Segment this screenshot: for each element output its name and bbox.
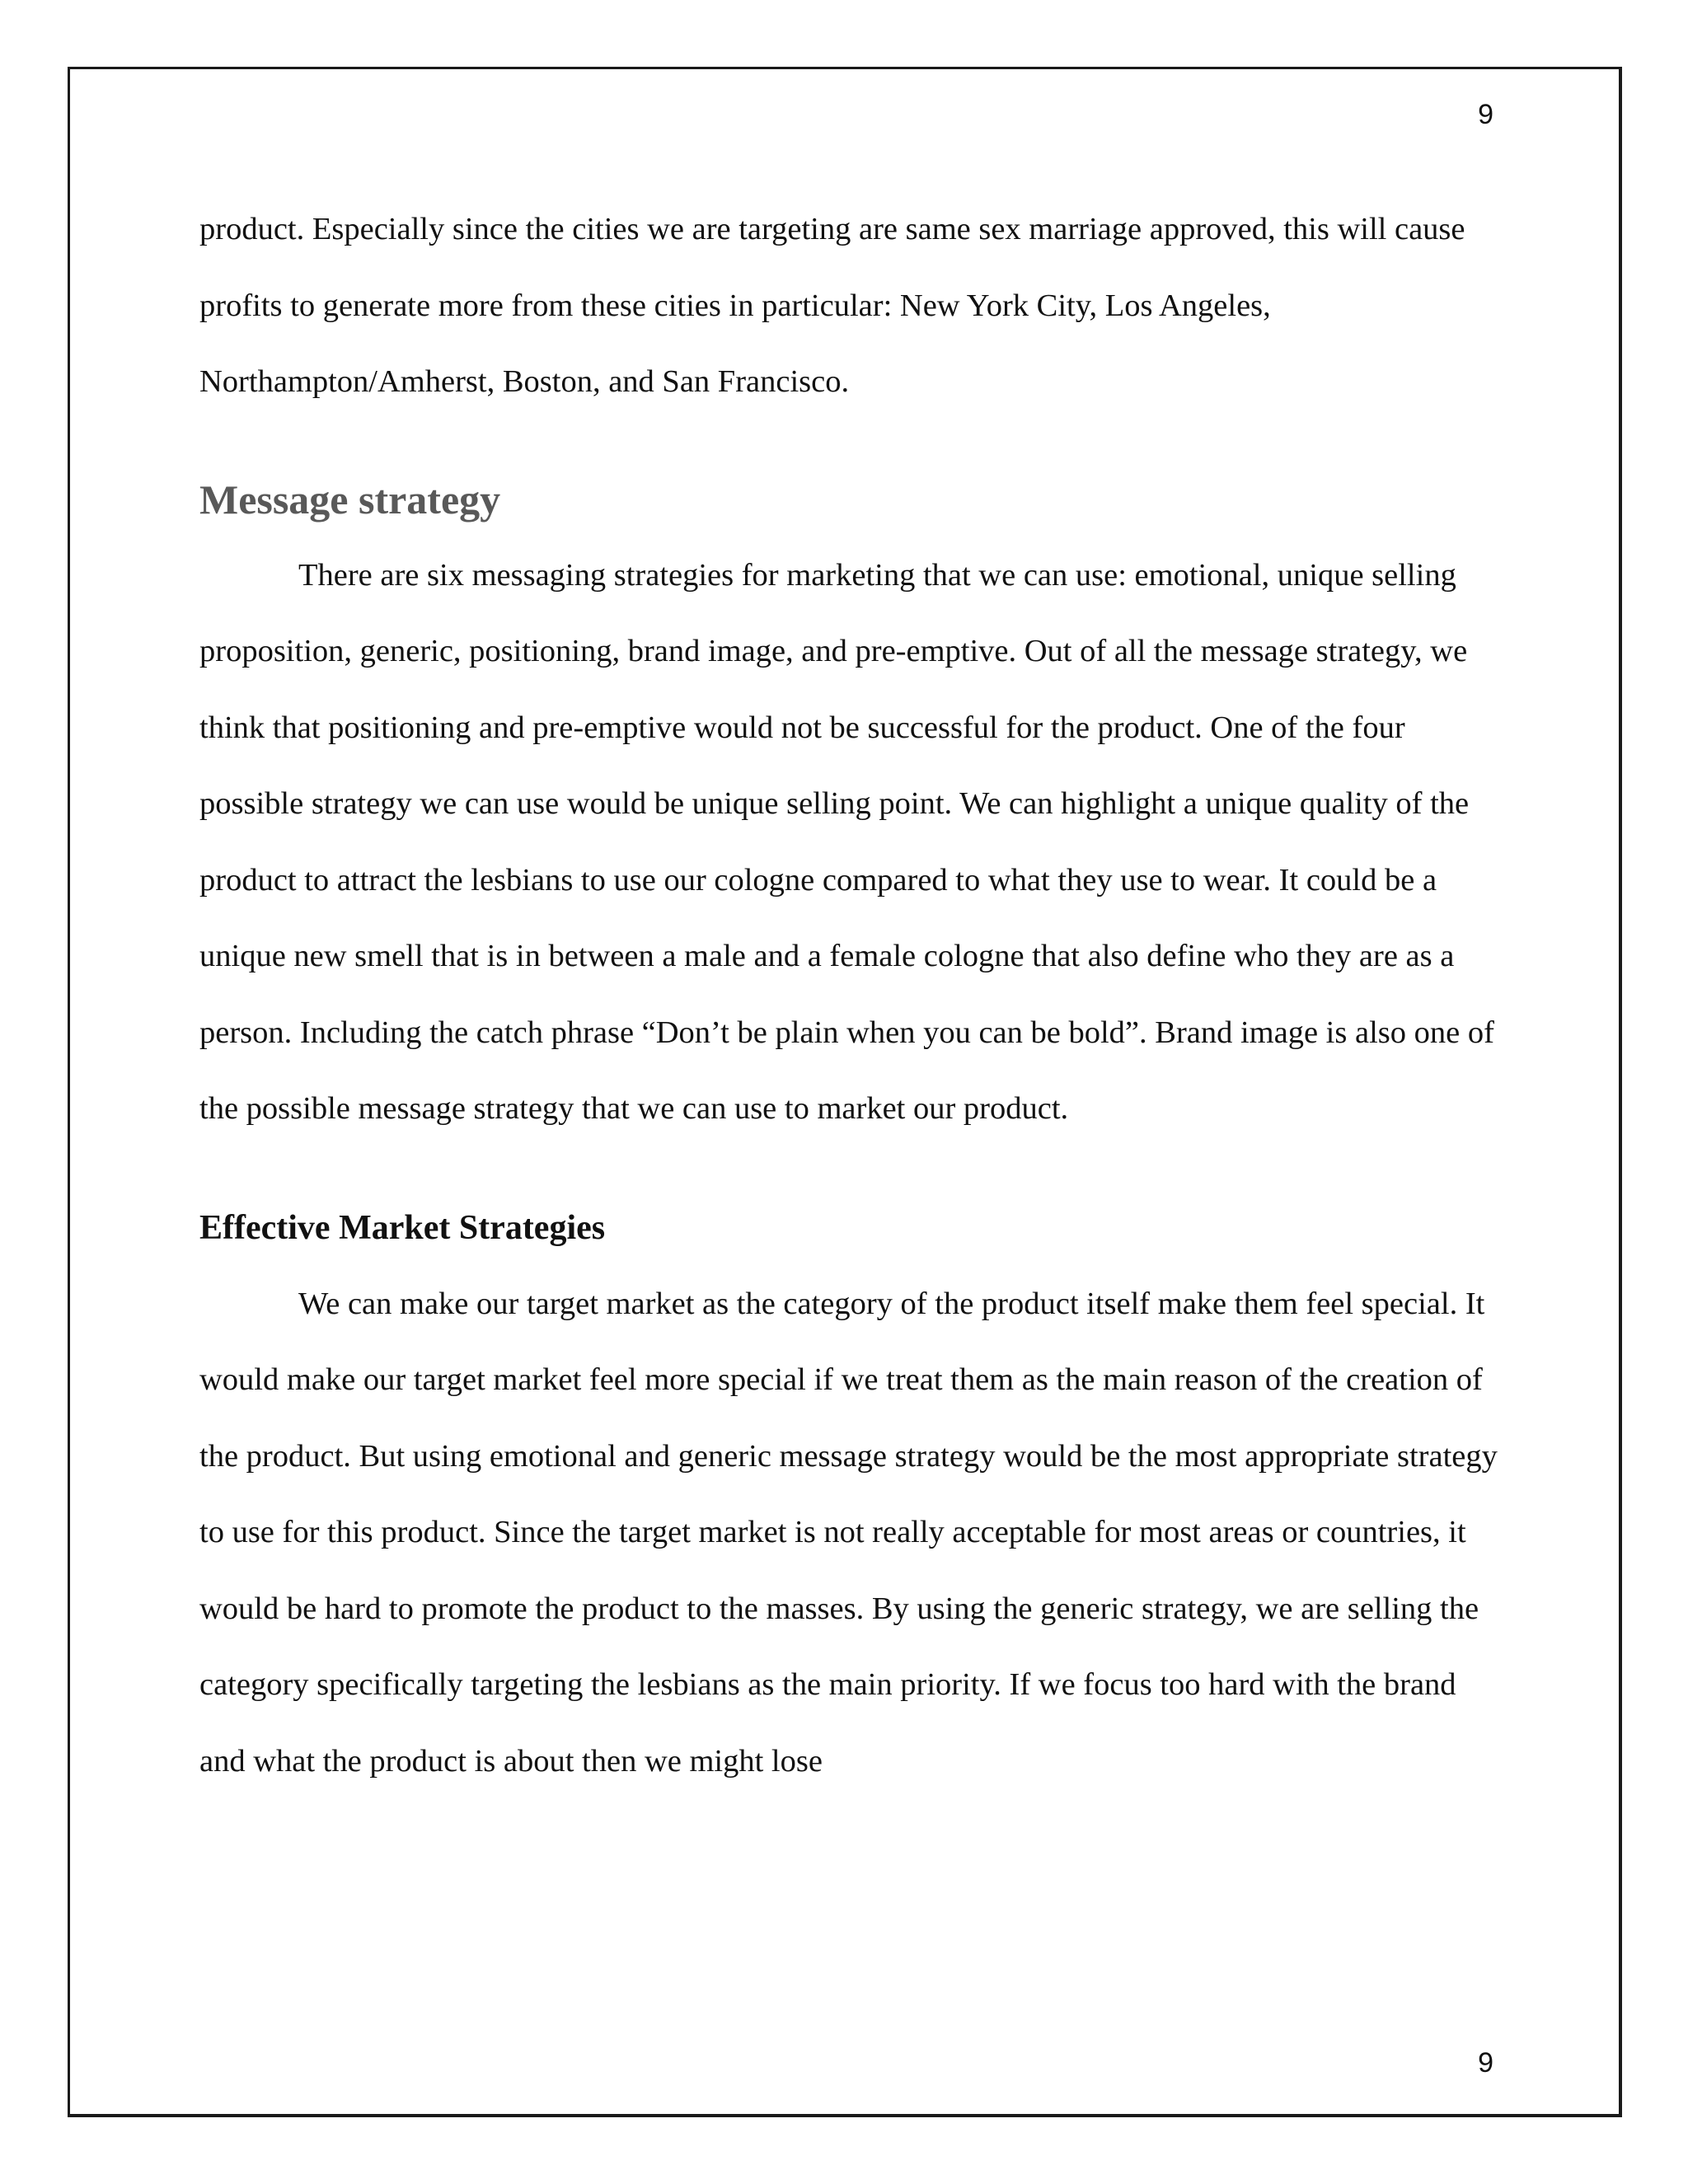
message-strategy-heading: Message strategy: [199, 476, 501, 523]
effective-market-strategies-paragraph: We can make our target market as the category of the product itself make them feel special. It would make our target market feel more special if we treat them as the main reason of the creation of the product. But using emotional and generic message strategy would be the most appropriate strategy to use for this product. Since the target market is not really acceptable for most areas or countries, it would be hard to promote the product to the masses. By using the generic strategy, we are selling the category specifically targeting the lesbians as the main priority. If we focus too hard with the brand and what the product is about then we might lose: [199, 1286, 1498, 1779]
header-page-number: 9: [1478, 99, 1493, 130]
message-strategy-paragraph: There are six messaging strategies for marketing that we can use: emotional, unique selling proposition, generic, positioning, brand image, and pre-emptive. Out of all the message strategy, we think that positioning and pre-emptive would not be successful for the product. One of the four possible strategy we can use would be unique selling point. We can highlight a unique quality of the product to attract the lesbians to use our cologne compared to what they use to wear. It could be a unique new smell that is in between a male and a female cologne that also define who they are as a person. Including the catch phrase “Don’t be plain when you can be bold”. Brand image is also one of the possible message strategy that we can use to market our product.: [199, 557, 1494, 1126]
footer-page-number: 9: [1478, 2047, 1493, 2079]
document-body: [199, 191, 1502, 1799]
intro-paragraph: product. Especially since the cities we are targeting are same sex marriage approved, this will cause profits to generate more from these cities in particular: New York City, Los Angeles, Northampton/Amherst, Boston, and San Francisco.: [199, 212, 1465, 399]
effective-market-strategies-heading: Effective Market Strategies: [199, 1208, 606, 1247]
